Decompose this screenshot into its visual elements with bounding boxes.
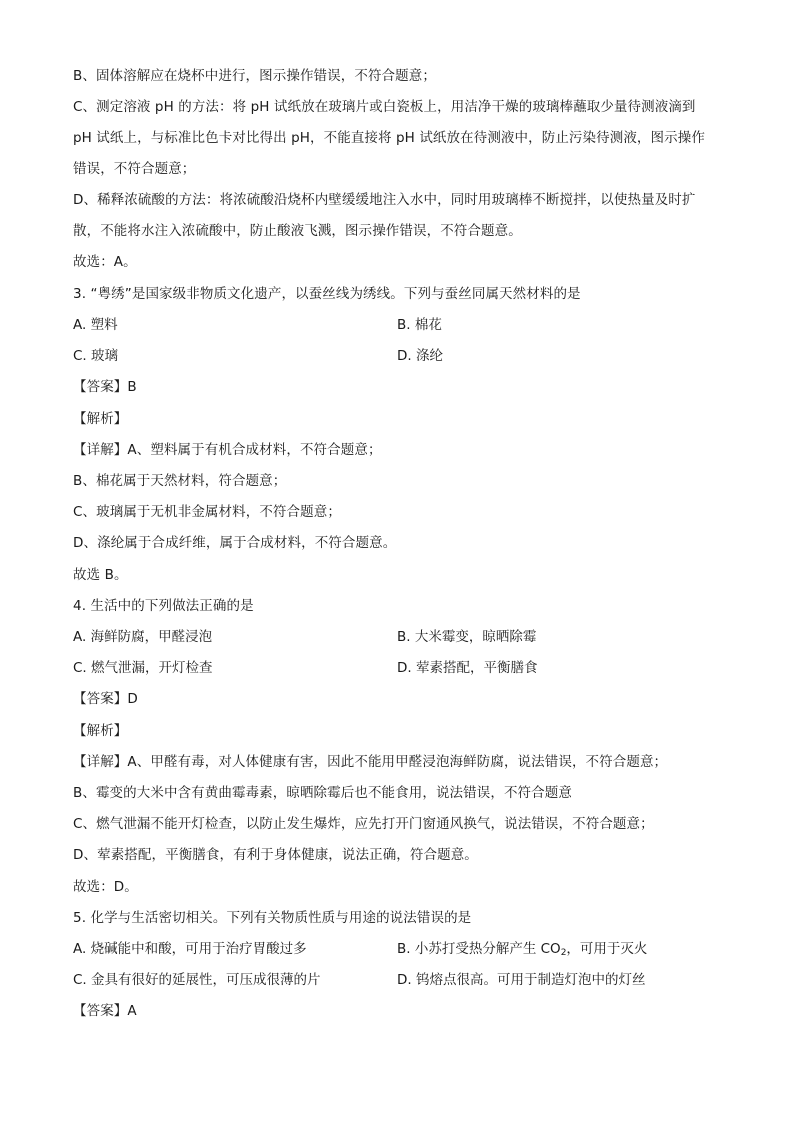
- q4-conclusion: 故选：D。: [73, 879, 138, 895]
- q4-option-b: B. 大米霉变，晾晒除霉: [397, 629, 537, 645]
- option-text: B. 小苏打受热分解产生 CO: [397, 941, 561, 957]
- q3-stem: 3. “粤绣”是国家级非物质文化遗产，以蚕丝线为绣线。下列与蚕丝同属天然材料的是: [73, 286, 581, 302]
- q4-detail-d: D、荤素搭配，平衡膳食，有利于身体健康，说法正确，符合题意。: [73, 847, 478, 863]
- q5-answer: [73, 1002, 137, 1020]
- q3-conclusion: 故选 B。: [73, 567, 128, 583]
- q5-option-b: [397, 940, 647, 962]
- subscript: 2: [560, 948, 567, 958]
- q4-answer: [73, 690, 138, 708]
- answer-label: 【答案】: [73, 1003, 128, 1019]
- q4-option-d: D. 荤素搭配，平衡膳食: [397, 660, 538, 676]
- explanation-c-line3: 错误，不符合题意；: [73, 161, 196, 177]
- explanation-c-line1: C、测定溶液 pH 的方法：将 pH 试纸放在玻璃片或白瓷板上，用洁净干燥的玻璃棒蘸取少量待测液滴到: [73, 99, 696, 115]
- explanation-d-line1: D、稀释浓硫酸的方法：将浓硫酸沿烧杯内壁缓缓地注入水中，同时用玻璃棒不断搅拌，以使热量及时扩: [73, 192, 696, 208]
- q5-option-a: A. 烧碱能中和酸，可用于治疗胃酸过多: [73, 941, 307, 957]
- q3-detail-d: D、涤纶属于合成纤维，属于合成材料，不符合题意。: [73, 535, 397, 551]
- q3-option-a: A. 塑料: [73, 317, 118, 333]
- q3-option-c: C. 玻璃: [73, 348, 119, 364]
- q3-detail-c: C、玻璃属于无机非金属材料，不符合题意；: [73, 504, 341, 520]
- q5-option-d: D. 钨熔点很高。可用于制造灯泡中的灯丝: [397, 972, 646, 988]
- q4-option-c: C. 燃气泄漏，开灯检查: [73, 660, 213, 676]
- q4-detail-c: C、燃气泄漏不能开灯检查，以防止发生爆炸，应先打开门窗通风换气，说法错误，不符合题意；: [73, 816, 654, 832]
- answer-label: 【答案】: [73, 691, 128, 707]
- detail-label: 【详解】: [73, 442, 128, 458]
- q4-stem: 4. 生活中的下列做法正确的是: [73, 598, 254, 614]
- explanation-b: B、固体溶解应在烧杯中进行，图示操作错误，不符合题意；: [73, 68, 436, 84]
- q3-detail-a: [73, 441, 382, 459]
- explanation-conclusion: 故选：A。: [73, 254, 137, 270]
- explanation-c-line2: pH 试纸上，与标准比色卡对比得出 pH，不能直接将 pH 试纸放在待测液中，防止污染待测液，图示操作: [73, 130, 705, 146]
- option-text-tail: ，可用于灭火: [566, 941, 648, 957]
- detail-text: A、甲醛有毒，对人体健康有害，因此不能用甲醛浸泡海鲜防腐，说法错误，不符合题意；: [127, 754, 668, 770]
- q4-option-a: A. 海鲜防腐，甲醛浸泡: [73, 629, 213, 645]
- q3-option-b: B. 棉花: [397, 317, 442, 333]
- q3-detail-b: B、棉花属于天然材料，符合题意；: [73, 473, 287, 489]
- q3-answer: [73, 378, 137, 396]
- q4-detail-a: [73, 753, 667, 771]
- q3-analysis-label: 【解析】: [73, 411, 128, 427]
- explanation-d-line2: 散，不能将水注入浓硫酸中，防止酸液飞溅，图示操作错误，不符合题意。: [73, 223, 522, 239]
- q5-option-c: C. 金具有很好的延展性，可压成很薄的片: [73, 972, 321, 988]
- q5-stem: 5. 化学与生活密切相关。下列有关物质性质与用途的说法错误的是: [73, 910, 472, 926]
- answer-label: 【答案】: [73, 379, 128, 395]
- q3-option-d: D. 涤纶: [397, 348, 443, 364]
- detail-label: 【详解】: [73, 754, 128, 770]
- answer-value: A: [127, 1003, 137, 1019]
- answer-value: B: [127, 379, 137, 395]
- detail-text: A、塑料属于有机合成材料，不符合题意；: [127, 442, 382, 458]
- answer-value: D: [127, 691, 138, 707]
- q4-detail-b: B、霉变的大米中含有黄曲霉毒素，晾晒除霉后也不能食用，说法错误，不符合题意: [73, 785, 572, 801]
- q4-analysis-label: 【解析】: [73, 723, 128, 739]
